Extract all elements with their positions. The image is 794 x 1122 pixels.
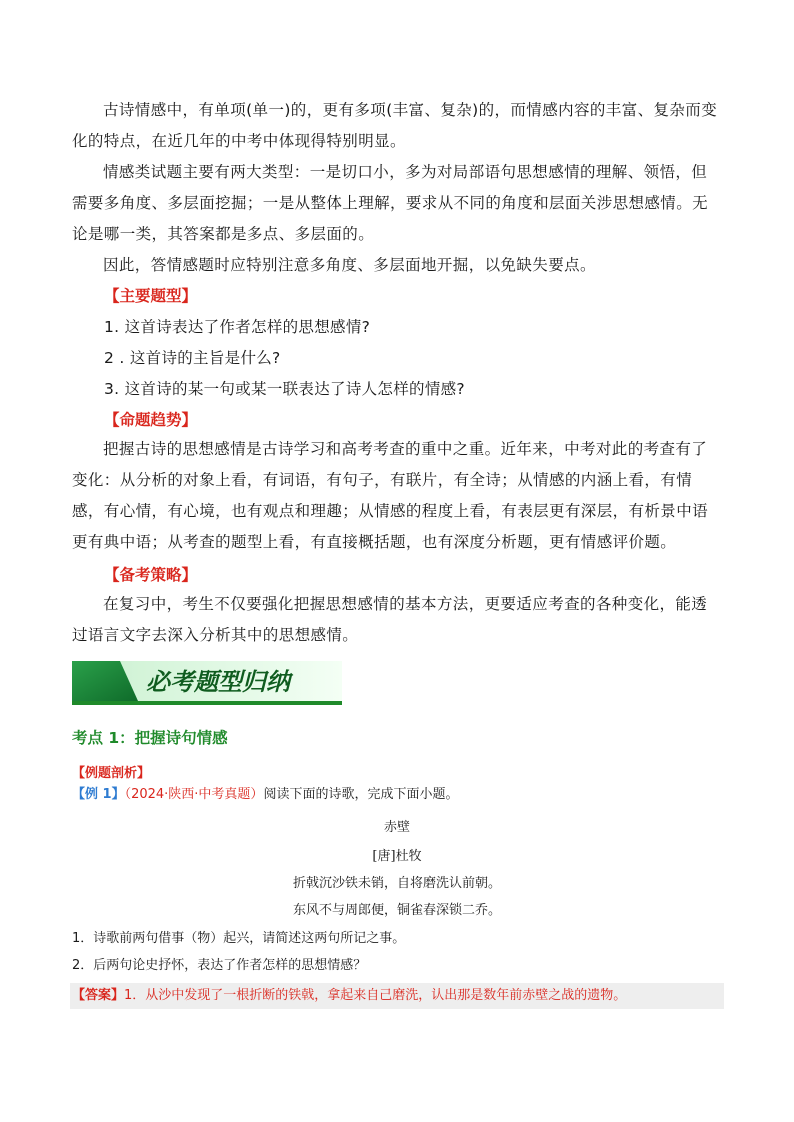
example-line: [72, 785, 458, 805]
question-2: 2．后两句论史抒怀，表达了作者怎样的思想情感？: [72, 958, 367, 973]
example-heading: 【例题剖析】: [72, 766, 151, 781]
poem-author: [唐]杜牧: [372, 849, 422, 864]
strategy-paragraph: 在复习中，考生不仅要强化把握思想感情的基本方法，更要适应考查的各种变化，能透过语言文字去深入分析其中的思想感情。: [72, 595, 708, 644]
trend-heading: 【命题趋势】: [104, 411, 198, 429]
answer-label: 【答案】: [72, 988, 125, 1003]
poem-line-2: 东风不与周郎便，铜雀春深锁二乔。: [292, 903, 501, 918]
question-1: 1．诗歌前两句借事（物）起兴，请简述这两句所记之事。: [72, 931, 406, 946]
answer-line: [72, 986, 626, 1006]
example-prompt: 阅读下面的诗歌，完成下面小题。: [263, 787, 459, 802]
poem-line-1: 折戟沉沙铁未销，自将磨洗认前朝。: [292, 876, 501, 891]
main-type-item-1: 1. 这首诗表达了作者怎样的思想感情?: [104, 318, 371, 336]
trend-paragraph: 把握古诗的思想感情是古诗学习和高考考查的重中之重。近年来，中考对此的考查有了变化：从分析的对象上看，有词语，有句子，有联片，有全诗；从情感的内涵上看，有情感，有心情，有心境，也有观点和理趣；从情感的程度上看，有表层更有深层，有析景中语更有典中语；从考查的题型上看，有直接概括题，也有深度分析题，更有情感评价题。: [72, 440, 709, 551]
section-title: 考点 1：把握诗句情感: [72, 729, 228, 747]
intro-paragraph-3: 因此，答情感题时应特别注意多角度、多层面地开掘，以免缺失要点。: [103, 256, 596, 274]
main-type-item-2: 2 . 这首诗的主旨是什么?: [104, 349, 281, 367]
intro-paragraph-1: 古诗情感中，有单项(单一)的，更有多项(丰富、复杂)的，而情感内容的丰富、复杂而变化的特点，在近几年的中考中体现得特别明显。: [72, 101, 718, 150]
strategy-heading: 【备考策略】: [104, 566, 198, 584]
answer-text: 1．从沙中发现了一根折断的铁戟，拿起来自己磨洗，认出那是数年前赤壁之战的遗物。: [124, 988, 627, 1003]
main-types-heading: 【主要题型】: [104, 287, 198, 305]
banner-title: 必考题型归纳: [146, 667, 290, 696]
example-source: （2024·陕西·中考真题）: [124, 787, 264, 802]
example-label: 【例 1】: [72, 787, 125, 802]
intro-paragraph-2: 情感类试题主要有两大类型：一是切口小，多为对局部语句思想感情的理解、领悟，但需要多角度、多层面挖掘；一是从整体上理解，要求从不同的角度和层面关涉思想感情。无论是哪一类，其答案都是多点、多层面的。: [72, 163, 709, 243]
section-banner: [72, 661, 342, 706]
main-type-item-3: 3. 这首诗的某一句或某一联表达了诗人怎样的情感?: [104, 380, 465, 398]
poem-title: 赤壁: [383, 820, 410, 835]
